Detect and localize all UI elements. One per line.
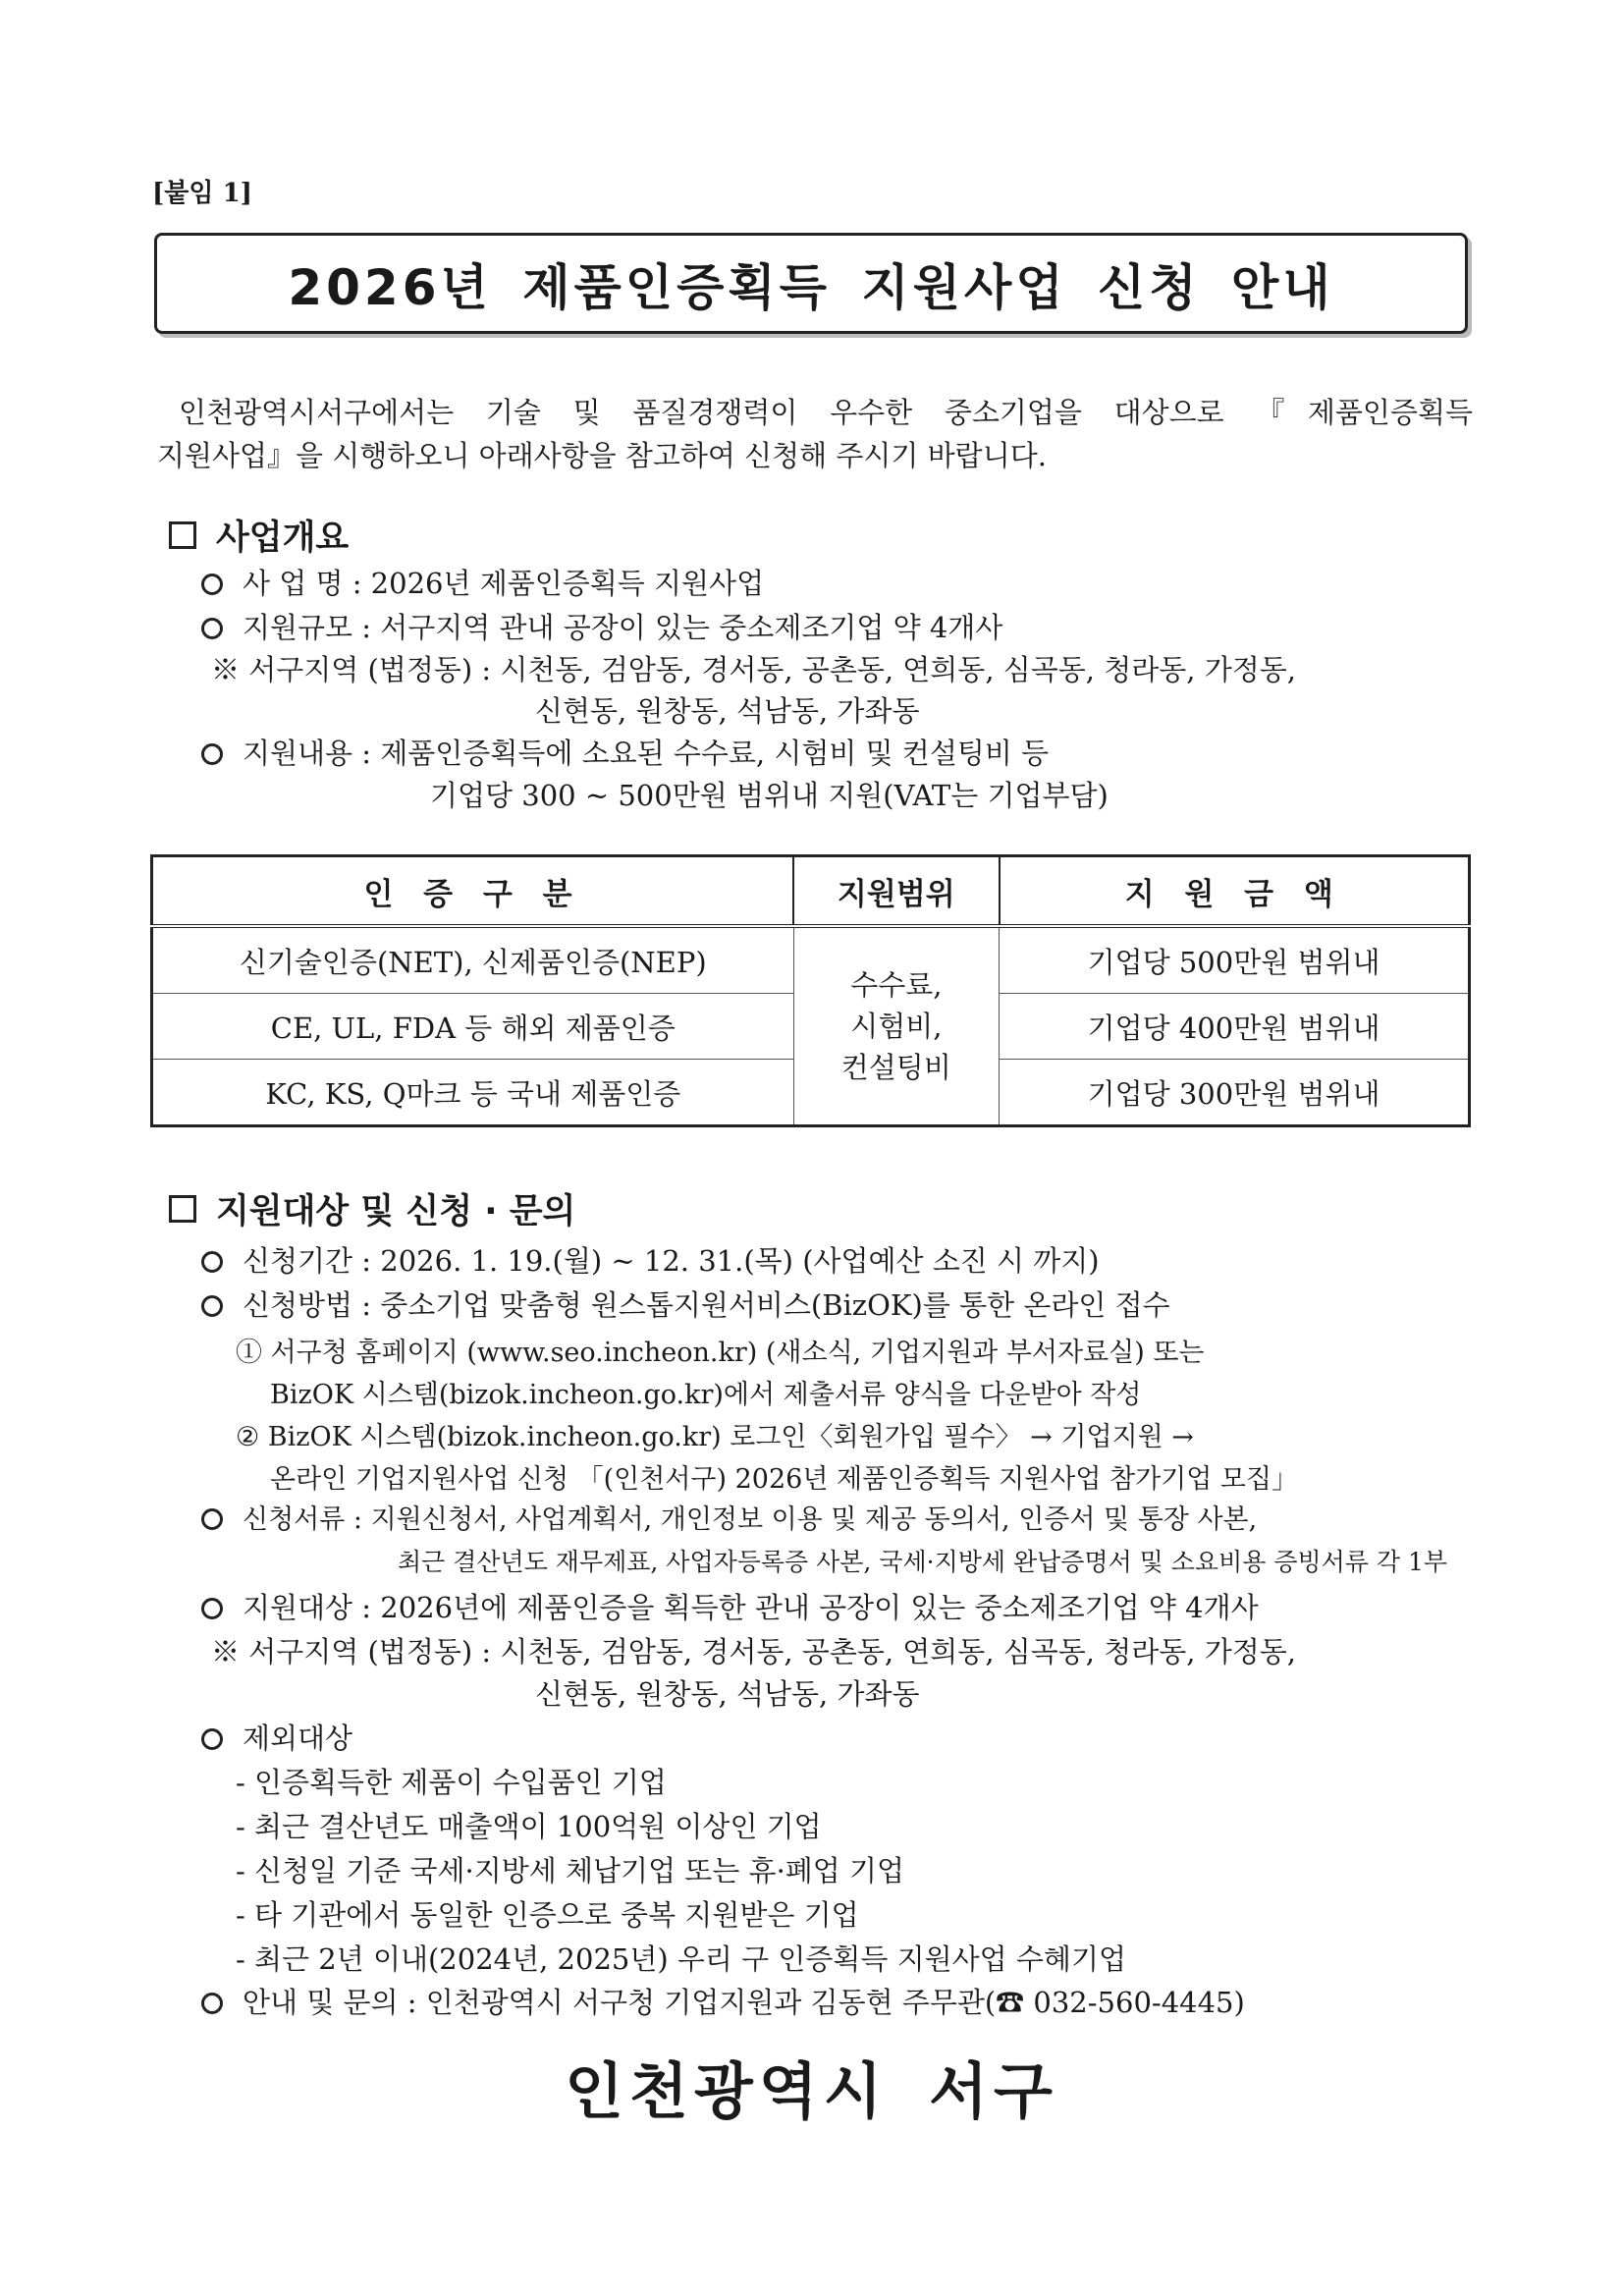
attachment-label: [붙임 1] bbox=[152, 179, 252, 208]
header-amount: 지 원 금 액 bbox=[1000, 856, 1470, 927]
circle-bullet-icon bbox=[201, 1598, 223, 1619]
target-line bbox=[201, 1586, 1259, 1626]
support-scale-text: 지원규모 : 서구지역 관내 공장이 있는 중소제조기업 약 4개사 bbox=[243, 611, 1003, 644]
title-box bbox=[154, 233, 1468, 334]
section-overview-title: 사업개요 bbox=[216, 519, 350, 558]
table-row bbox=[152, 926, 1470, 994]
method-line bbox=[201, 1284, 1170, 1324]
section-apply-title: 지원대상 및 신청 · 문의 bbox=[216, 1192, 576, 1231]
region-note-line-1: ※ 서구지역 (법정동) : 시천동, 검암동, 경서동, 공촌동, 연희동, 심곡동, 청라동, 가정동, bbox=[211, 653, 1296, 686]
scope-cell bbox=[793, 926, 1000, 1126]
section-overview-heading bbox=[169, 511, 349, 560]
period-text: 신청기간 : 2026. 1. 19.(월) ~ 12. 31.(목) (사업예산 소진 시 까지) bbox=[243, 1244, 1100, 1278]
project-name-text: 사 업 명 : 2026년 제품인증획득 지원사업 bbox=[243, 567, 765, 600]
contact-text: 안내 및 문의 : 인천광역시 서구청 기업지원과 김동현 주무관(☎ 032-560-4445) bbox=[243, 1986, 1245, 2019]
support-scale-line bbox=[201, 606, 1002, 646]
checkbox-square-icon bbox=[169, 521, 196, 549]
contact-line bbox=[201, 1981, 1245, 2021]
circle-bullet-icon bbox=[201, 1251, 223, 1273]
amount-cell: 기업당 500만원 범위내 bbox=[1000, 926, 1470, 994]
circle-bullet-icon bbox=[201, 1295, 223, 1317]
circle-bullet-icon bbox=[201, 743, 223, 765]
checkbox-square-icon bbox=[169, 1195, 196, 1223]
page-title: 2026년 제품인증획득 지원사업 신청 안내 bbox=[288, 258, 1334, 316]
support-content-text: 지원내용 : 제품인증획득에 소요된 수수료, 시험비 및 컨설팅비 등 bbox=[243, 737, 1050, 770]
exclusion-item: - 타 기관에서 동일한 인증으로 중복 지원받은 기업 bbox=[236, 1898, 859, 1932]
exclusion-heading-text: 제외대상 bbox=[243, 1722, 353, 1755]
period-line bbox=[201, 1239, 1100, 1280]
scope-item: 수수료, bbox=[850, 968, 943, 1002]
scope-item: 컨설팅비 bbox=[840, 1051, 951, 1084]
amount-cell: 기업당 400만원 범위내 bbox=[1000, 994, 1470, 1060]
project-name-line bbox=[201, 562, 764, 602]
exclusion-item: - 신청일 기준 국세·지방세 체납기업 또는 휴·폐업 기업 bbox=[236, 1854, 905, 1887]
intro-paragraph bbox=[157, 391, 1473, 477]
section-apply-heading bbox=[169, 1184, 575, 1233]
intro-line-2: 지원사업』을 시행하오니 아래사항을 참고하여 신청해 주시기 바랍니다. bbox=[157, 439, 1047, 472]
category-cell: 신기술인증(NET), 신제품인증(NEP) bbox=[152, 926, 794, 994]
certification-table bbox=[150, 854, 1471, 1127]
method-text: 신청방법 : 중소기업 맞춤형 원스톱지원서비스(BizOK)를 통한 온라인 접수 bbox=[243, 1288, 1170, 1322]
issuer-name: 인천광역시 서구 bbox=[565, 2055, 1058, 2127]
target-text: 지원대상 : 2026년에 제품인증을 획득한 관내 공장이 있는 중소제조기업 약 4개사 bbox=[243, 1591, 1259, 1624]
support-content-line-2: 기업당 300 ~ 500만원 범위내 지원(VAT는 기업부담) bbox=[430, 779, 1109, 812]
exclusion-heading-line bbox=[201, 1717, 352, 1757]
region-note-line-2: 신현동, 원창동, 석남동, 가좌동 bbox=[535, 694, 920, 728]
docs-line-2: 최근 결산년도 재무제표, 사업자등록증 사본, 국세·지방세 완납증명서 및 소요비용 증빙서류 각 1부 bbox=[398, 1548, 1448, 1576]
docs-line bbox=[201, 1498, 1257, 1536]
circle-bullet-icon bbox=[201, 618, 223, 639]
scope-item: 시험비, bbox=[850, 1010, 943, 1043]
exclusion-item: - 인증획득한 제품이 수입품인 기업 bbox=[236, 1766, 667, 1799]
circle-bullet-icon bbox=[201, 1508, 223, 1530]
exclusion-item: - 최근 2년 이내(2024년, 2025년) 우리 구 인증획득 지원사업 수혜기업 bbox=[236, 1942, 1126, 1976]
category-cell: KC, KS, Q마크 등 국내 제품인증 bbox=[152, 1060, 794, 1126]
amount-cell: 기업당 300만원 범위내 bbox=[1000, 1060, 1470, 1126]
support-content-line bbox=[201, 732, 1049, 772]
docs-text: 신청서류 : 지원신청서, 사업계획서, 개인정보 이용 및 제공 동의서, 인증서 및 통장 사본, bbox=[243, 1504, 1258, 1535]
region-note-line-2: 신현동, 원창동, 석남동, 가좌동 bbox=[535, 1677, 920, 1711]
region-note-line-1: ※ 서구지역 (법정동) : 시천동, 검암동, 경서동, 공촌동, 연희동, 심곡동, 청라동, 가정동, bbox=[211, 1635, 1296, 1668]
method-1a-line: ① 서구청 홈페이지 (www.seo.incheon.kr) (새소식, 기업지원과 부서자료실) 또는 bbox=[236, 1338, 1205, 1368]
circle-bullet-icon bbox=[201, 574, 223, 595]
intro-line-1: 인천광역시서구에서는 기술 및 품질경쟁력이 우수한 중소기업을 대상으로 『제품인증획득 bbox=[179, 396, 1473, 429]
method-2a-line: ② BizOK 시스템(bizok.incheon.go.kr) 로그인〈회원가입 필수〉 → 기업지원 → bbox=[236, 1422, 1194, 1452]
header-scope: 지원범위 bbox=[793, 856, 1000, 927]
method-1b-line: BizOK 시스템(bizok.incheon.go.kr)에서 제출서류 양식을 다운받아 작성 bbox=[270, 1380, 1142, 1410]
circle-bullet-icon bbox=[201, 1993, 223, 2014]
method-2b-line: 온라인 기업지원사업 신청 「(인천서구) 2026년 제품인증획득 지원사업 참가기업 모집」 bbox=[270, 1464, 1299, 1495]
header-category: 인 증 구 분 bbox=[152, 856, 794, 927]
exclusion-item: - 최근 결산년도 매출액이 100억원 이상인 기업 bbox=[236, 1810, 822, 1843]
category-cell: CE, UL, FDA 등 해외 제품인증 bbox=[152, 994, 794, 1060]
circle-bullet-icon bbox=[201, 1728, 223, 1750]
table-header-row bbox=[152, 856, 1470, 927]
